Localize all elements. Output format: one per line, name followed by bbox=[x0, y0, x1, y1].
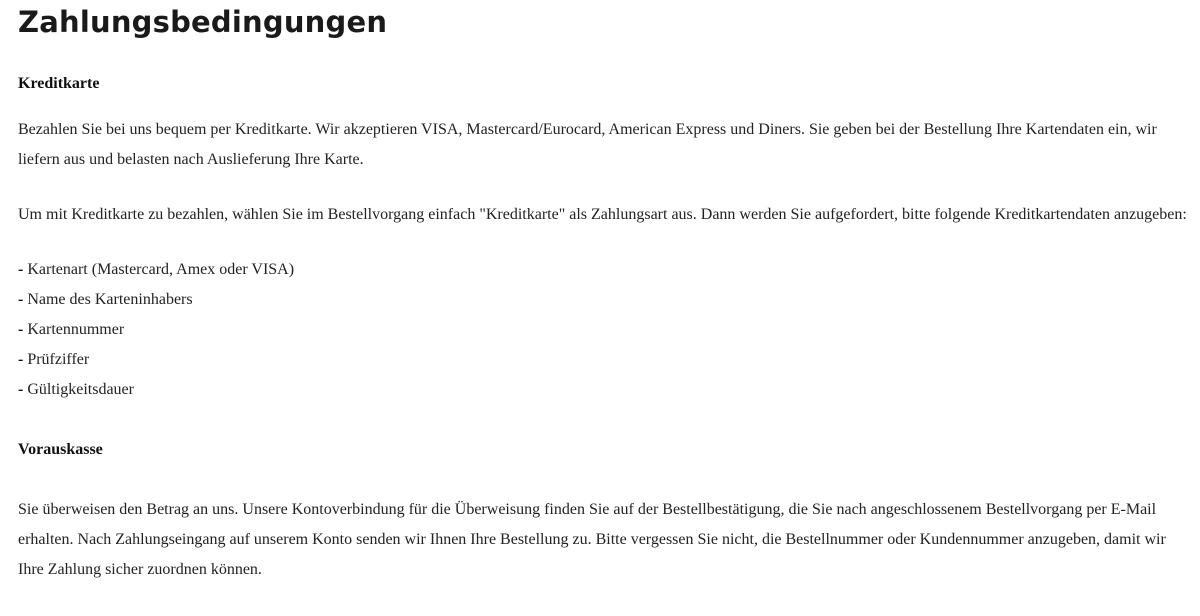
list-item-text: Prüfziffer bbox=[27, 351, 90, 368]
list-dash: - bbox=[18, 291, 24, 308]
kreditkarte-intro-paragraph: Bezahlen Sie bei uns bequem per Kreditkarte. Wir akzeptieren VISA, Mastercard/Eurocard, American Express und Diners. Sie geben bei der Bestellung Ihre Kartendaten ein, wir liefern aus und belasten nach Auslieferung Ihre Karte. bbox=[18, 121, 1157, 168]
list-item bbox=[18, 375, 1190, 405]
section-heading-vorauskasse: Vorauskasse bbox=[18, 441, 103, 458]
list-dash: - bbox=[18, 261, 24, 278]
payment-terms-page bbox=[18, 0, 1190, 585]
list-dash: - bbox=[18, 381, 24, 398]
list-item bbox=[18, 255, 1190, 285]
kreditkarte-instructions-paragraph: Um mit Kreditkarte zu bezahlen, wählen Sie im Bestellvorgang einfach "Kreditkarte" als Zahlungsart aus. Dann werden Sie aufgefordert, bitte folgende Kreditkartendaten anzugeben: bbox=[18, 206, 1187, 223]
kreditkarte-data-list bbox=[18, 255, 1190, 405]
section-heading-kreditkarte: Kreditkarte bbox=[18, 75, 100, 92]
list-item bbox=[18, 285, 1190, 315]
list-dash: - bbox=[18, 321, 24, 338]
list-item-text: Kartenart (Mastercard, Amex oder VISA) bbox=[27, 261, 295, 278]
list-item bbox=[18, 345, 1190, 375]
page-title: Zahlungsbedingungen bbox=[18, 5, 388, 39]
list-dash: - bbox=[18, 351, 24, 368]
list-item bbox=[18, 315, 1190, 345]
vorauskasse-paragraph: Sie überweisen den Betrag an uns. Unsere Kontoverbindung für die Überweisung finden Sie auf der Bestellbestätigung, die Sie nach angeschlossenem Bestellvorgang per E-Mail erhalten. Nach Zahlungseingang auf unserem Konto senden wir Ihnen Ihre Bestellung zu. Bitte vergessen Sie nicht, die Bestellnummer oder Kundennummer anzugeben, damit wir Ihre Zahlung sicher zuordnen können. bbox=[18, 501, 1166, 578]
list-item-text: Kartennummer bbox=[27, 321, 125, 338]
list-item-text: Name des Karteninhabers bbox=[27, 291, 193, 308]
list-item-text: Gültigkeitsdauer bbox=[27, 381, 134, 398]
